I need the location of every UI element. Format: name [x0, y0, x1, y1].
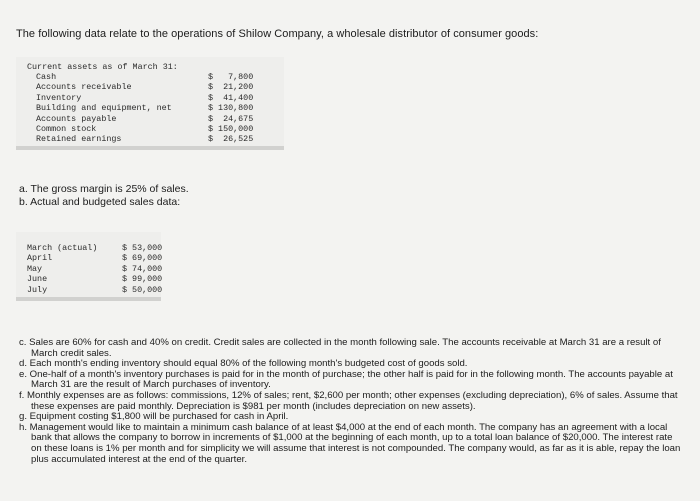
item-a: a. The gross margin is 25% of sales.	[19, 183, 189, 195]
item-g: g. Equipment costing $1,800 will be purchased for cash in April.	[19, 411, 289, 423]
table-row	[36, 72, 260, 82]
row-label: Accounts receivable	[36, 82, 132, 93]
item-e: e. One-half of a month's inventory purchases is paid for in the month of purchase; the other half is paid for in the following month. The accounts payable at March 31 are the result of March purchases of inventory.	[19, 368, 673, 391]
table-row	[36, 93, 260, 103]
row-value: $ 130,800	[208, 103, 254, 114]
row-value: $ 69,000	[122, 253, 163, 264]
table-row	[27, 253, 162, 263]
current-assets-table	[16, 57, 284, 150]
row-label: Cash	[36, 72, 57, 82]
row-label: March (actual)	[27, 243, 98, 253]
row-value: $ 74,000	[122, 263, 163, 274]
row-label: June	[27, 274, 48, 285]
row-label: Common stock	[36, 124, 97, 135]
table-row	[36, 82, 260, 92]
row-label: Building and equipment, net	[36, 103, 172, 114]
table-row	[36, 114, 260, 124]
table-row	[27, 243, 162, 253]
item-c: c. Sales are 60% for cash and 40% on credit. Credit sales are collected in the month following sale. The accounts receivable at March 31 are a result of March credit sales.	[19, 337, 661, 359]
intro-text: The following data relate to the operations of Shilow Company, a wholesale distributor of consumer goods:	[16, 28, 539, 40]
row-value: $ 53,000	[122, 243, 163, 253]
assets-rows	[36, 72, 260, 145]
sales-data-table	[16, 232, 161, 301]
row-label: Accounts payable	[36, 113, 117, 124]
row-label: Inventory	[36, 92, 82, 103]
assets-table-title: Current assets as of March 31:	[27, 62, 178, 72]
items-c-h	[19, 338, 681, 465]
row-value: $ 150,000	[208, 124, 254, 135]
row-value: $ 99,000	[122, 274, 163, 285]
row-value: $ 26,525	[208, 134, 254, 145]
item-f: f. Monthly expenses are as follows: commissions, 12% of sales; rent, $2,600 per month; other expenses (excluding depreciation), 6% of sales. Assume that these expenses are paid monthly. Depreciation is $981 per month (includes depreciation on new assets).	[19, 389, 678, 412]
row-value: $ 7,800	[208, 72, 254, 82]
row-label: Retained earnings	[36, 134, 122, 145]
table-row	[27, 285, 162, 295]
sales-rows	[27, 243, 162, 295]
table-row	[27, 264, 162, 274]
row-value: $ 41,400	[208, 92, 254, 103]
item-h: h. Management would like to maintain a minimum cash balance of at least $4,000 at the end of each month. The company has an agreement with a local bank that allows the company to borrow in increments of $1,000 at the beginning of each month, up to a total loan balance of $20,000. The interest rate on these loans is 1% per month and for simplicity we will assume that interest is not compounded. The company would, as far as it is able, repay the loan plus accumulated interest at the end of the quarter.	[19, 421, 681, 465]
row-label: May	[27, 263, 43, 274]
table-row	[36, 134, 260, 144]
row-label: April	[27, 253, 53, 264]
row-label: July	[27, 284, 48, 295]
items-a-b	[19, 183, 189, 209]
item-d: d. Each month's ending inventory should equal 80% of the following month's budgeted cost of goods sold.	[19, 358, 468, 370]
row-value: $ 50,000	[122, 284, 163, 295]
table-row	[36, 124, 260, 134]
item-b: b. Actual and budgeted sales data:	[19, 196, 181, 208]
row-value: $ 24,675	[208, 113, 254, 124]
table-row	[27, 274, 162, 284]
row-value: $ 21,200	[208, 82, 254, 93]
table-row	[36, 103, 260, 113]
